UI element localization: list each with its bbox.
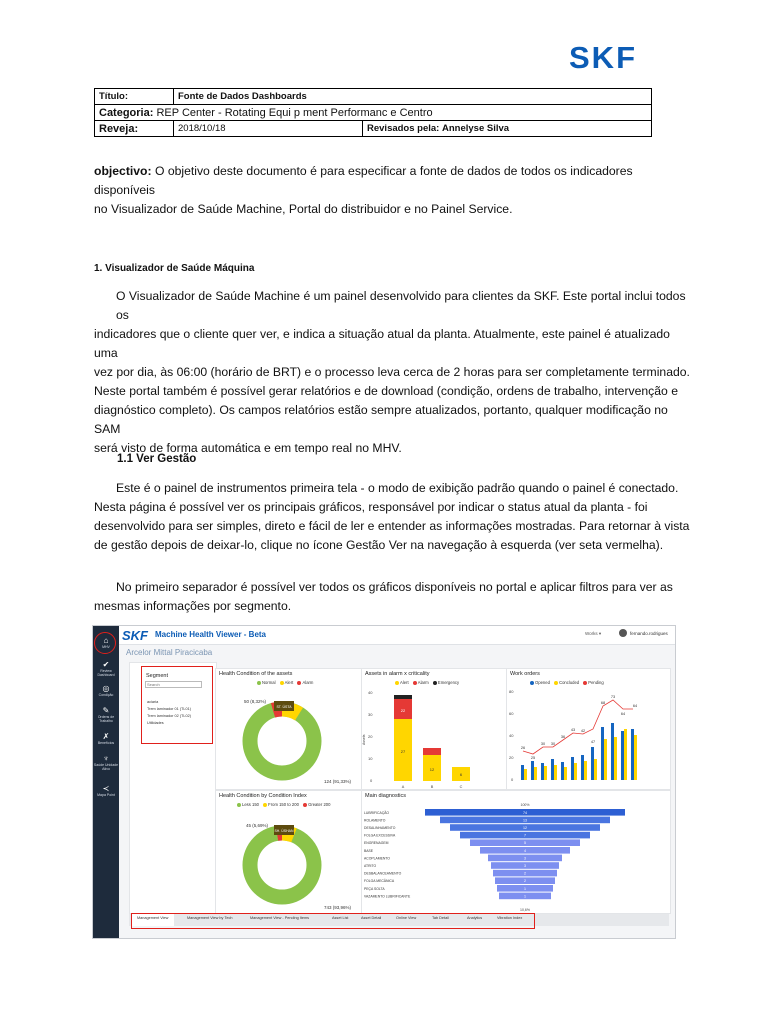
wo-bar bbox=[581, 755, 584, 780]
funnel-row-label: ACOPLAMENTO bbox=[364, 856, 390, 861]
label-small: 45 (5,69%) bbox=[246, 823, 269, 828]
wo-bar bbox=[634, 735, 637, 780]
sidebar-item-label: Condição bbox=[98, 693, 114, 697]
document-header-table bbox=[94, 88, 652, 137]
funnel-row-value: 2 bbox=[524, 871, 526, 876]
segment-item[interactable]: Utilidades bbox=[147, 721, 164, 725]
section-1-line: será visto de forma automática e em tempo real no MHV. bbox=[94, 441, 402, 455]
ylabel: Assets bbox=[362, 734, 366, 745]
legend-alert: Alert bbox=[284, 680, 294, 685]
tab-management-by-tech[interactable]: Management View by Tech bbox=[187, 916, 233, 920]
reveja-label: Reveja: bbox=[95, 121, 174, 137]
legend-emergency: Emergency bbox=[437, 680, 460, 685]
point-label: 47 bbox=[590, 740, 596, 744]
funnel-row-label: DESALINHAMENTO bbox=[364, 826, 396, 830]
bar-label: 6 bbox=[459, 772, 463, 777]
main-diagnostics-panel bbox=[361, 790, 671, 914]
funnel-row-label: VAZAMENTO LUBRIFICANTE bbox=[364, 894, 411, 899]
segment-item[interactable]: Trem laminador 02 (TL02) bbox=[147, 714, 191, 718]
funnel-row-value: 12 bbox=[523, 826, 527, 830]
funnel-row-label: ROLAMENTO bbox=[364, 818, 386, 823]
tab-pending-items[interactable]: Management View - Pending Items bbox=[250, 916, 310, 920]
section-1-1-paragraph-2 bbox=[94, 578, 694, 616]
donut-center-label: SH. ÚSHAN bbox=[274, 829, 294, 833]
health-assets-panel bbox=[215, 668, 362, 790]
wo-bar bbox=[624, 729, 627, 780]
check-icon: ✔ bbox=[102, 660, 110, 669]
wo-bar bbox=[544, 766, 547, 780]
segment-item[interactable]: aciaria bbox=[147, 700, 159, 704]
point-label: 73 bbox=[610, 695, 616, 699]
main-diagnostics-title: Main diagnostics bbox=[365, 793, 406, 799]
health-index-title: Health Condition by Condition Index bbox=[219, 793, 307, 799]
ytick: 20 bbox=[368, 734, 373, 739]
sidebar-item-label: Review Dashboard bbox=[97, 669, 115, 677]
objective-paragraph bbox=[94, 162, 694, 219]
legend-alarm: Alarm bbox=[417, 680, 429, 685]
highlight-circle bbox=[94, 632, 116, 654]
work-orders-legend bbox=[527, 680, 604, 685]
titulo-label: Título: bbox=[95, 89, 174, 105]
mhv-screenshot bbox=[92, 625, 676, 939]
wo-bar bbox=[554, 765, 557, 780]
ytick: 40 bbox=[509, 733, 514, 738]
home-icon: ⌂ bbox=[103, 636, 109, 645]
app-title: Machine Health Viewer - Beta bbox=[155, 630, 266, 639]
wo-bar bbox=[631, 729, 634, 780]
section-1-1-line: de gestão depois de deixar-lo, clique no ícone Gestão Ver na navegação à esquerda (ver seta vermelha). bbox=[94, 538, 664, 552]
wo-bar bbox=[534, 767, 537, 780]
xtick: C bbox=[459, 785, 463, 789]
wo-bar bbox=[604, 739, 607, 780]
bar-label: 22 bbox=[400, 708, 406, 713]
health-index-panel bbox=[215, 790, 362, 914]
user-name[interactable]: fernando.rodrigues bbox=[630, 631, 668, 636]
point-label: 26 bbox=[520, 746, 526, 750]
categoria-row bbox=[95, 105, 652, 121]
alarm-criticality-panel bbox=[361, 668, 507, 790]
sidebar-item-beneficios[interactable] bbox=[93, 732, 119, 745]
wo-bar bbox=[621, 731, 624, 780]
section-1-heading: 1. Visualizador de Saúde Máquina bbox=[94, 263, 255, 274]
edit-icon: ✎ bbox=[102, 706, 110, 715]
alarm-criticality-chart bbox=[362, 687, 506, 789]
objective-line-1: O objetivo deste documento é para especificar a fonte de dados de todos os indicadores disponíveis bbox=[94, 164, 633, 197]
funnel-bottom-label: 10,6% bbox=[520, 908, 530, 912]
health-icon: ♆ bbox=[103, 754, 109, 763]
section-1-1-line: desenvolvido para ser simples, direto e fácil de ler e entender as informações mostradas. Para retornar à vista bbox=[94, 519, 690, 533]
funnel-row-label: BASE bbox=[364, 848, 374, 853]
ytick: 0 bbox=[370, 778, 373, 783]
work-orders-panel bbox=[506, 668, 671, 790]
segment-item[interactable]: Trem laminador 01 (TL01) bbox=[147, 707, 191, 711]
legend-pending: Pending bbox=[588, 680, 604, 685]
sidebar-item-mapa[interactable] bbox=[93, 784, 119, 797]
mhv-topbar bbox=[119, 626, 675, 645]
wrench-icon: ✗ bbox=[102, 732, 110, 741]
section-1-line: indicadores que o cliente quer ver, e indica a situação atual da planta. Atualmente, este painel é atualizado uma bbox=[94, 327, 670, 360]
wo-bar bbox=[574, 763, 577, 780]
sidebar-item-label: Saúde Unidade Ativo bbox=[93, 763, 119, 771]
funnel-row-label: ATRITO bbox=[364, 864, 377, 868]
revisados-value: Annelyse Silva bbox=[441, 123, 510, 134]
sidebar-item-ordens[interactable] bbox=[93, 706, 119, 723]
wo-bar bbox=[584, 761, 587, 780]
health-assets-donut bbox=[216, 689, 361, 789]
skf-logo-text: SKF bbox=[569, 44, 637, 70]
ytick: 10 bbox=[368, 756, 373, 761]
wo-bar bbox=[541, 763, 544, 780]
tab-tab-detail[interactable]: Tab Detail bbox=[432, 916, 449, 920]
section-1-paragraph bbox=[94, 287, 694, 458]
point-label: 64 bbox=[632, 704, 638, 708]
mhv-sidebar bbox=[93, 626, 119, 938]
condition-icon: ◎ bbox=[102, 684, 110, 693]
label-big: 743 (93,96%) bbox=[324, 905, 352, 910]
funnel-row-value: 3 bbox=[524, 856, 526, 861]
section-1-1-line: No primeiro separador é possível ver todos os gráficos disponíveis no portal e aplicar filtros para ver as bbox=[116, 580, 673, 594]
section-1-line: diagnóstico completo). Os campos relatórios estão sempre atualizados, portanto, qualquer modificação no SAM bbox=[94, 403, 668, 436]
reveja-value: 2018/10/18 bbox=[174, 121, 363, 137]
wo-bar bbox=[561, 762, 564, 780]
site-name: Arcelor Mittal Piracicaba bbox=[126, 648, 213, 657]
wo-bar bbox=[594, 759, 597, 780]
work-orders-title: Work orders bbox=[510, 671, 540, 677]
objective-label: objectivo: bbox=[94, 164, 152, 178]
sidebar-item-saude[interactable] bbox=[93, 754, 119, 771]
main-diagnostics-funnel bbox=[362, 799, 670, 913]
avatar[interactable] bbox=[619, 629, 627, 637]
segment-title: Segment bbox=[146, 673, 169, 679]
wo-bar bbox=[611, 723, 614, 780]
health-index-donut bbox=[216, 811, 361, 913]
ytick: 20 bbox=[509, 755, 514, 760]
tab-vibration-index[interactable]: Vibration Index bbox=[497, 916, 523, 920]
categoria-value: REP Center - Rotating Equi p ment Performanc e Centro bbox=[156, 106, 433, 119]
revisados-label: Revisados pela: bbox=[367, 123, 440, 134]
titulo-value: Fonte de Dados Dashboards bbox=[174, 89, 652, 105]
point-label: 36 bbox=[560, 735, 566, 739]
funnel-row-value: 7 bbox=[524, 833, 526, 838]
share-icon: ≺ bbox=[102, 784, 110, 793]
point-label: 30 bbox=[540, 742, 546, 746]
ytick: 80 bbox=[509, 689, 514, 694]
works-menu[interactable]: Works ▾ bbox=[585, 631, 602, 636]
sidebar-item-label: Ordens de Trabalho bbox=[97, 715, 115, 723]
wo-bar bbox=[521, 765, 524, 780]
section-1-1-paragraph bbox=[94, 479, 694, 555]
wo-bar bbox=[571, 757, 574, 780]
health-index-legend bbox=[234, 802, 330, 807]
point-label: 30 bbox=[550, 742, 556, 746]
work-orders-bars bbox=[521, 723, 637, 780]
ytick: 60 bbox=[509, 711, 514, 716]
section-1-line: O Visualizador de Saúde Machine é um painel desenvolvido para clientes da SKF. Este portal inclui todos os bbox=[116, 289, 686, 322]
point-label: 64 bbox=[620, 712, 626, 716]
legend-alarm: Alarm bbox=[302, 680, 314, 685]
funnel-top-label: 100% bbox=[520, 803, 530, 807]
xtick: B bbox=[430, 785, 434, 789]
health-assets-legend bbox=[254, 680, 313, 685]
legend-greater: Greater 200 bbox=[308, 802, 331, 807]
funnel-rows bbox=[364, 809, 625, 899]
funnel-row-label: ENGRENAGEM bbox=[364, 841, 389, 846]
sidebar-item-label: Mapa Point bbox=[97, 793, 115, 797]
funnel-row-value: 5 bbox=[524, 841, 526, 846]
point-label: 25 bbox=[530, 756, 536, 760]
sidebar-item-label: Benefícios bbox=[97, 741, 115, 745]
funnel-row-label: PEÇA SOLTA bbox=[364, 886, 385, 891]
funnel-row-value: 74 bbox=[523, 810, 527, 815]
tab-asset-list[interactable]: Asset List bbox=[332, 916, 349, 920]
tab-asset-detail[interactable]: Asset Detail bbox=[361, 916, 382, 920]
point-label: 43 bbox=[570, 728, 576, 732]
tab-online-view[interactable]: Online View bbox=[396, 916, 417, 920]
section-1-1-heading: 1.1 Ver Gestão bbox=[117, 453, 197, 465]
sidebar-item-review[interactable] bbox=[93, 660, 119, 677]
bar-b-alarm bbox=[423, 748, 441, 755]
funnel-row-value: 3 bbox=[524, 864, 526, 868]
donut-less-slice bbox=[250, 833, 314, 897]
point-label: 42 bbox=[580, 729, 586, 733]
xtick: A bbox=[401, 785, 405, 789]
legend-opened: Opened bbox=[535, 680, 550, 685]
bar-label: 27 bbox=[400, 749, 406, 754]
section-1-line: Neste portal também é possível gerar relatórios e de download (condição, ordens de trabalho, intervenção e bbox=[94, 384, 678, 398]
wo-bar bbox=[564, 767, 567, 780]
wo-bar bbox=[531, 761, 534, 780]
ytick: 0 bbox=[511, 777, 514, 782]
wo-bar bbox=[524, 769, 527, 780]
bar-label: 12 bbox=[429, 767, 435, 772]
alarm-criticality-legend bbox=[392, 680, 459, 685]
mhv-logo: SKF bbox=[122, 628, 148, 643]
wo-bar bbox=[551, 759, 554, 780]
donut-normal-slice bbox=[250, 709, 314, 773]
legend-alert: Alert bbox=[400, 680, 409, 685]
section-1-1-line: Este é o painel de instrumentos primeira tela - o modo de exibição padrão quando o painel é conectado. bbox=[116, 481, 679, 495]
ytick: 30 bbox=[368, 712, 373, 717]
legend-concluded: Concluded bbox=[559, 680, 580, 685]
ytick: 40 bbox=[368, 690, 373, 695]
section-1-line: vez por dia, às 06:00 (horário de BRT) e o processo leva cerca de 2 horas para ser completamente terminado. bbox=[94, 365, 690, 379]
legend-less: Less 150 bbox=[242, 802, 259, 807]
point-label: 68 bbox=[600, 701, 606, 705]
funnel-row-label: LUBRIFICAÇÃO bbox=[364, 810, 390, 815]
section-1-1-line: mesmas informações por segmento. bbox=[94, 599, 292, 613]
funnel-row-value: 4 bbox=[524, 848, 526, 853]
alarm-criticality-title: Assets in alarm x criticality bbox=[365, 671, 430, 677]
work-orders-chart bbox=[507, 687, 670, 789]
legend-normal: Normal bbox=[262, 680, 276, 685]
skf-logo bbox=[569, 44, 665, 70]
donut-center-label: ST. ÚSTA bbox=[276, 705, 292, 709]
funnel-row-label: FOLGA EXCESSIVA bbox=[364, 833, 396, 838]
categoria-label: Categoria: bbox=[99, 106, 154, 119]
revisados-cell bbox=[363, 121, 652, 137]
highlight-box-segment bbox=[141, 666, 213, 744]
funnel-row-value: 1 bbox=[524, 894, 526, 899]
highlight-box-tabs bbox=[131, 913, 535, 929]
funnel-row-value: 1 bbox=[524, 886, 526, 891]
wo-bar bbox=[601, 727, 604, 780]
section-1-1-line: Nesta página é possível ver os principais gráficos, responsável por indicar o status atual da planta - foi bbox=[94, 500, 648, 514]
bar-a-emergency bbox=[394, 695, 412, 699]
objective-line-2: no Visualizador de Saúde Machine, Portal do distribuidor e no Painel Service. bbox=[94, 202, 513, 216]
funnel-row-value: 13 bbox=[523, 818, 527, 823]
tab-analytics[interactable]: Analytics bbox=[467, 916, 483, 920]
tab-management-view[interactable]: Management View bbox=[137, 916, 169, 920]
sidebar-item-label: MHV bbox=[102, 645, 110, 649]
wo-bar bbox=[614, 737, 617, 780]
funnel-row-label: FOLGA MECÂNICA bbox=[364, 879, 395, 884]
wo-bar bbox=[591, 747, 594, 780]
funnel-row-label: DESBALANCEAMENTO bbox=[364, 871, 402, 876]
funnel-row-value: 2 bbox=[524, 879, 526, 884]
sidebar-item-condicao[interactable] bbox=[93, 684, 119, 697]
health-assets-title: Health Condition of the assets bbox=[219, 671, 293, 677]
label-big: 124 (91,33%) bbox=[324, 779, 352, 784]
label-small: 50 (8,32%) bbox=[244, 699, 267, 704]
legend-from: From 150 to 200 bbox=[268, 802, 299, 807]
